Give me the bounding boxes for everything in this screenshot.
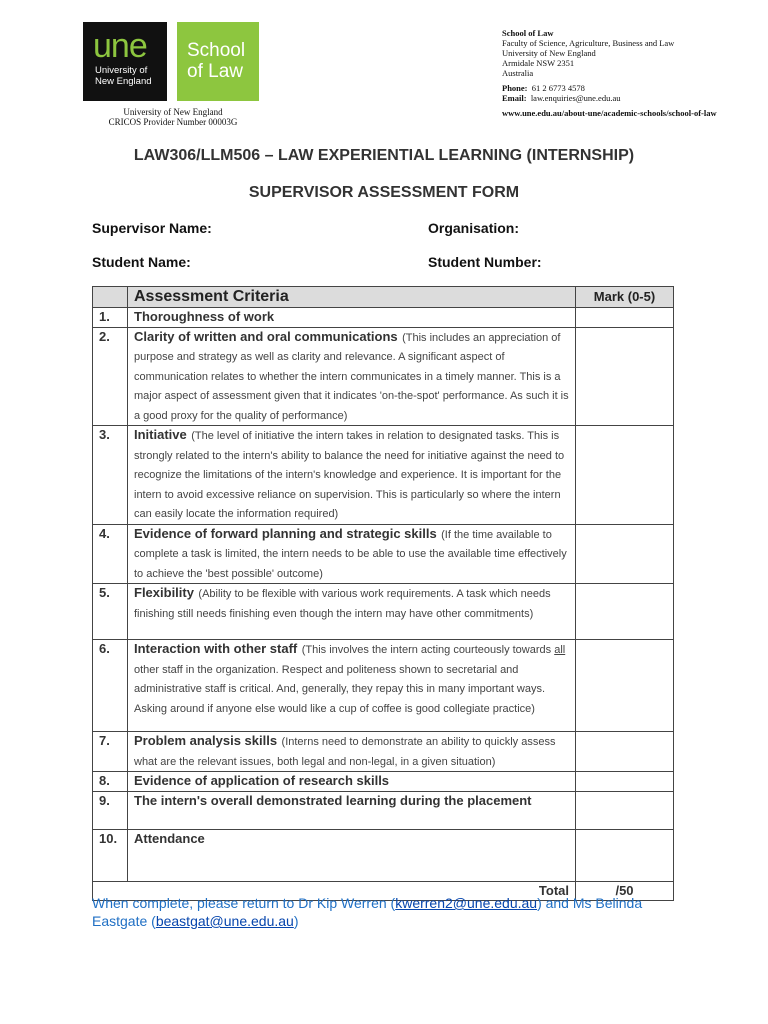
une-logo-sub-line2: New England [95,75,152,87]
row-number: 10. [93,829,128,881]
criteria-description: (Ability to be flexible with various work requirements. A task which needs finishing still needs finishing even though the intern may have other commitments) [134,588,551,620]
form-title: LAW306/LLM506 – LAW EXPERIENTIAL LEARNING (INTERNSHIP) [133,147,635,164]
footer-text-pre: When complete, please return to Dr Kip Werren ( [92,895,396,911]
une-logo-mark: une [93,27,147,65]
criteria-description: (The level of initiative the intern takes in relation to designated tasks. This is strongly related to the intern's ability to balance the need for initiative against the need to recognize the limitations of the intern's knowledge and experience. It is important for the intern to avoid excessive reliance on supervision. This is particularly so where the intern can easily locate the information required) [134,430,565,520]
total-value[interactable]: /50 [576,881,674,900]
school-logo-line1: School [187,40,246,61]
criteria-cell [128,791,576,829]
row-number: 6. [93,640,128,732]
criteria-description: (If the time available to complete a task is limited, the intern needs to be able to use the available time effectively to achieve the 'best possible' outcome) [134,528,567,580]
phone-number: 61 2 6773 4578 [531,83,585,93]
address-faculty: Faculty of Science, Agriculture, Business and Law [502,38,675,48]
mark-cell[interactable] [576,772,674,792]
address-dept: School of Law [502,28,554,38]
criteria-title: Evidence of application of research skills [134,773,390,788]
criteria-cell [128,732,576,772]
row-number: 5. [93,584,128,640]
criteria-cell [128,772,576,792]
header-criteria: Assessment Criteria [134,288,289,305]
address-block [502,28,742,118]
criteria-title: Problem analysis skills [134,733,278,748]
table-row [93,524,674,584]
mark-cell[interactable] [576,640,674,732]
description-underlined: all [554,644,566,656]
total-label: Total [128,881,576,900]
website-link[interactable]: www.une.edu.au/about-une/academic-schools/school-of-law [502,108,717,118]
assessment-table [92,286,674,901]
une-logo [83,22,167,101]
criteria-title: Attendance [134,830,205,846]
criteria-title: Thoroughness of work [134,309,275,324]
criteria-cell [128,640,576,732]
table-row [93,829,674,881]
table-row [93,640,674,732]
table-header-row [93,287,674,308]
phone-label: Phone: [502,83,528,93]
footer-text-post: ) [293,913,299,929]
criteria-cell [128,308,576,328]
criteria-cell [128,327,576,426]
header-num-cell [93,287,128,308]
row-number: 9. [93,791,128,829]
header-mark-cell [576,287,674,308]
criteria-description: (Interns need to demonstrate an ability to quickly assess what are the relevant issues, both legal and non-legal, in a given situation) [134,736,556,768]
mark-cell[interactable] [576,732,674,772]
row-number: 3. [93,426,128,525]
criteria-title: Interaction with other staff [134,641,298,656]
mark-cell[interactable] [576,308,674,328]
student-number-label: Student Number: [428,254,542,270]
footer-text-mid: ) and Ms Belinda Eastgate ( [92,895,643,929]
supervisor-name-label: Supervisor Name: [92,220,212,236]
description-part: other staff in the organization. Respect and politeness shown to secretarial and administrative staff is critical. And, generally, they repay this in many important ways. Asking around if anyone else would like a cup of coffee is good collegiate practice) [134,663,546,715]
form-subtitle: SUPERVISOR ASSESSMENT FORM [248,184,520,201]
school-logo-text [187,40,245,82]
criteria-cell [128,829,576,881]
table-row [93,308,674,328]
criteria-title: Evidence of forward planning and strategic skills [134,525,437,541]
criteria-title: Initiative [134,427,187,442]
table-row [93,584,674,640]
university-caption [93,107,253,127]
table-row [93,772,674,792]
address-city: Armidale NSW 2351 [502,58,575,68]
mark-cell[interactable] [576,327,674,426]
table-row [93,426,674,525]
criteria-cell [128,524,576,584]
criteria-description: (This includes an appreciation of purpose and strategy as well as clarity and relevance. A significant aspect of communication relates to whether the intern communicates in a timely manner. This is a major aspect of assessment given that it indicates 'on-the-spot' performance. As such it is a good proxy for the quality of performance) [134,331,569,422]
criteria-title: Flexibility [134,585,194,600]
header-criteria-cell [128,287,576,308]
row-number: 2. [93,327,128,426]
student-name-label: Student Name: [92,254,191,270]
mark-cell[interactable] [576,426,674,525]
caption-cricos: CRICOS Provider Number 00003G [108,117,238,127]
mark-cell[interactable] [576,791,674,829]
caption-university: University of New England [123,107,223,117]
criteria-title: The intern's overall demonstrated learning during the placement [134,792,532,808]
school-logo-line2: of Law [187,61,243,82]
email-label: Email: [502,93,527,103]
school-of-law-logo [177,22,259,101]
table-row [93,327,674,426]
email-address[interactable]: law.enquiries@une.edu.au [530,93,621,103]
table-row [93,732,674,772]
row-number: 1. [93,308,128,328]
table-row [93,791,674,829]
return-instructions [92,894,692,930]
criteria-cell [128,426,576,525]
mark-cell[interactable] [576,524,674,584]
mark-cell[interactable] [576,584,674,640]
une-logo-sub-line1: University of [95,65,148,76]
organisation-label: Organisation: [428,220,520,236]
mark-cell[interactable] [576,829,674,881]
header-mark: Mark (0-5) [593,289,656,304]
description-part: (This involves the intern acting courteously towards [301,644,555,656]
row-number: 7. [93,732,128,772]
une-logo-subtitle [95,66,152,87]
criteria-cell [128,584,576,640]
criteria-title: Clarity of written and oral communications [134,328,398,344]
address-country: Australia [502,68,534,78]
eastgate-email-link[interactable]: beastgat@une.edu.au [155,913,294,929]
werren-email-link[interactable]: kwerren2@une.edu.au [395,895,538,911]
row-number: 8. [93,772,128,792]
row-number: 4. [93,524,128,584]
address-university: University of New England [502,48,596,58]
